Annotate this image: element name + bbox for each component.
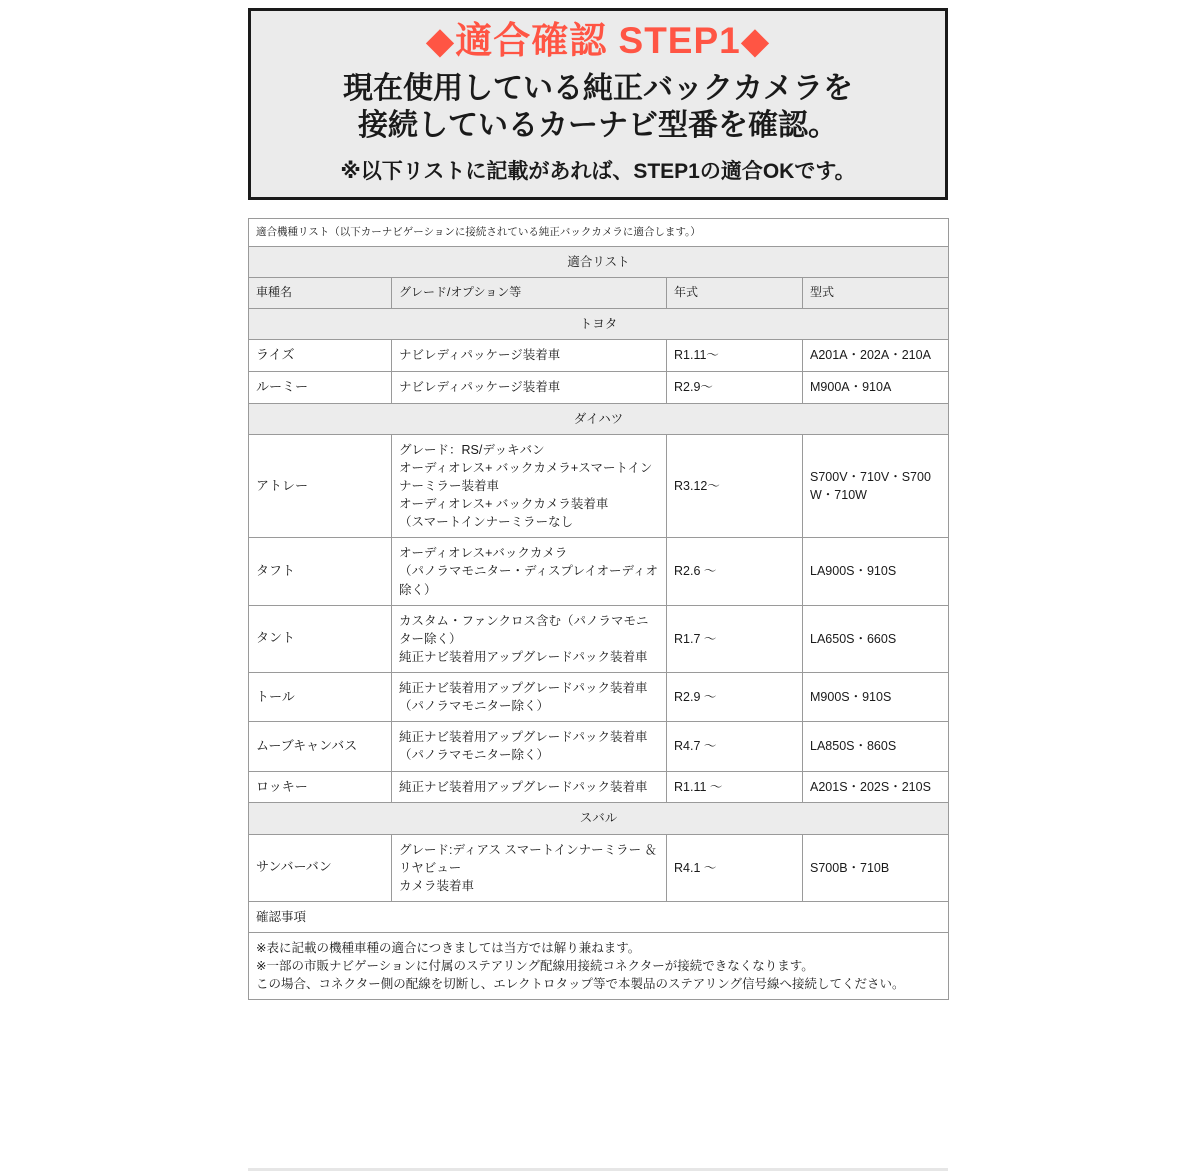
banner-note: ※以下リストに記載があれば、STEP1の適合OKです。 xyxy=(340,159,856,183)
cell-year: R3.12～ xyxy=(667,434,803,538)
cell-car-name: ムーブキャンバス xyxy=(249,722,392,771)
column-header-grade: グレード/オプション等 xyxy=(392,278,667,308)
banner-line-1: 現在使用している純正バックカメラを xyxy=(343,71,853,105)
cell-grade: グレード:ディアス スマートインナーミラー ＆リヤビュー カメラ装着車 xyxy=(392,834,667,901)
cell-year: R4.7 ～ xyxy=(667,722,803,771)
cell-grade: 純正ナビ装着用アップグレードパック装着車 （パノラマモニター除く） xyxy=(392,722,667,771)
cell-grade: ナビレディパッケージ装着車 xyxy=(392,371,667,403)
confirm-body-row xyxy=(249,933,949,1000)
cell-grade: カスタム・ファンクロス含む（パノラマモニター除く） 純正ナビ装着用アップグレードパック装着車 xyxy=(392,605,667,672)
cell-model: M900A・910A xyxy=(803,371,949,403)
cell-year: R1.11～ xyxy=(667,339,803,371)
banner-title: ◆適合確認 STEP1◆ xyxy=(425,20,771,61)
table-caption: 適合機種リスト（以下カーナビゲーションに接続されている純正バックカメラに適合します。） xyxy=(249,219,949,247)
confirm-line: ※表に記載の機種車種の適合につきましては当方では解り兼ねます。 xyxy=(256,941,641,956)
banner-line-2: 接続しているカーナビ型番を確認。 xyxy=(358,109,838,143)
cell-model: S700V・710V・S700W・710W xyxy=(803,434,949,538)
compatibility-table xyxy=(248,218,949,1000)
table-row xyxy=(249,434,949,538)
brand-row xyxy=(249,803,949,834)
cell-model: LA900S・910S xyxy=(803,538,949,605)
cell-year: R1.11 ～ xyxy=(667,771,803,803)
cell-grade: グレード：RS/デッキバン オーディオレス+ バックカメラ+スマートインナーミラー装着車 オーディオレス+ バックカメラ装着車 （スマートインナーミラーなし xyxy=(392,434,667,538)
cell-year: R2.9～ xyxy=(667,371,803,403)
cell-car-name: ルーミー xyxy=(249,371,392,403)
cell-grade: オーディオレス+バックカメラ （パノラマモニター・ディスプレイオーディオ除く） xyxy=(392,538,667,605)
bottom-rule xyxy=(248,1168,948,1171)
table-body xyxy=(249,219,949,1000)
cell-car-name: タフト xyxy=(249,538,392,605)
column-header-model: 型式 xyxy=(803,278,949,308)
compatibility-table-wrap xyxy=(248,218,948,1000)
cell-year: R2.9 ～ xyxy=(667,673,803,722)
table-row xyxy=(249,771,949,803)
cell-car-name: ロッキー xyxy=(249,771,392,803)
table-caption-row xyxy=(249,219,949,247)
cell-year: R2.6 ～ xyxy=(667,538,803,605)
table-row xyxy=(249,605,949,672)
table-row xyxy=(249,339,949,371)
cell-car-name: アトレー xyxy=(249,434,392,538)
confirm-head-row xyxy=(249,901,949,932)
brand-row xyxy=(249,403,949,434)
table-row xyxy=(249,371,949,403)
cell-model: A201S・202S・210S xyxy=(803,771,949,803)
cell-year: R1.7 ～ xyxy=(667,605,803,672)
confirm-heading: 確認事項 xyxy=(249,901,949,932)
brand-row xyxy=(249,308,949,339)
table-header-row xyxy=(249,278,949,308)
table-row xyxy=(249,834,949,901)
cell-car-name: ライズ xyxy=(249,339,392,371)
table-row xyxy=(249,538,949,605)
cell-model: LA650S・660S xyxy=(803,605,949,672)
table-section-title-row xyxy=(249,247,949,278)
cell-car-name: サンバーバン xyxy=(249,834,392,901)
cell-grade: 純正ナビ装着用アップグレードパック装着車 xyxy=(392,771,667,803)
cell-car-name: タント xyxy=(249,605,392,672)
table-row xyxy=(249,722,949,771)
cell-year: R4.1 ～ xyxy=(667,834,803,901)
cell-car-name: トール xyxy=(249,673,392,722)
table-row xyxy=(249,673,949,722)
confirm-body xyxy=(249,933,949,1000)
confirm-line: この場合、コネクター側の配線を切断し、エレクトロタップ等で本製品のステアリング信号線へ接続してください。 xyxy=(256,977,905,992)
column-header-year: 年式 xyxy=(667,278,803,308)
cell-model: S700B・710B xyxy=(803,834,949,901)
cell-model: LA850S・860S xyxy=(803,722,949,771)
cell-model: M900S・910S xyxy=(803,673,949,722)
cell-grade: 純正ナビ装着用アップグレードパック装着車 （パノラマモニター除く） xyxy=(392,673,667,722)
brand-label: ダイハツ xyxy=(249,403,949,434)
cell-model: A201A・202A・210A xyxy=(803,339,949,371)
column-header-car: 車種名 xyxy=(249,278,392,308)
section-title: 適合リスト xyxy=(249,247,949,278)
brand-label: スバル xyxy=(249,803,949,834)
cell-grade: ナビレディパッケージ装着車 xyxy=(392,339,667,371)
brand-label: トヨタ xyxy=(249,308,949,339)
header-banner xyxy=(248,8,948,200)
confirm-line: ※一部の市販ナビゲーションに付属のステアリング配線用接続コネクターが接続できなくなります。 xyxy=(256,959,814,974)
